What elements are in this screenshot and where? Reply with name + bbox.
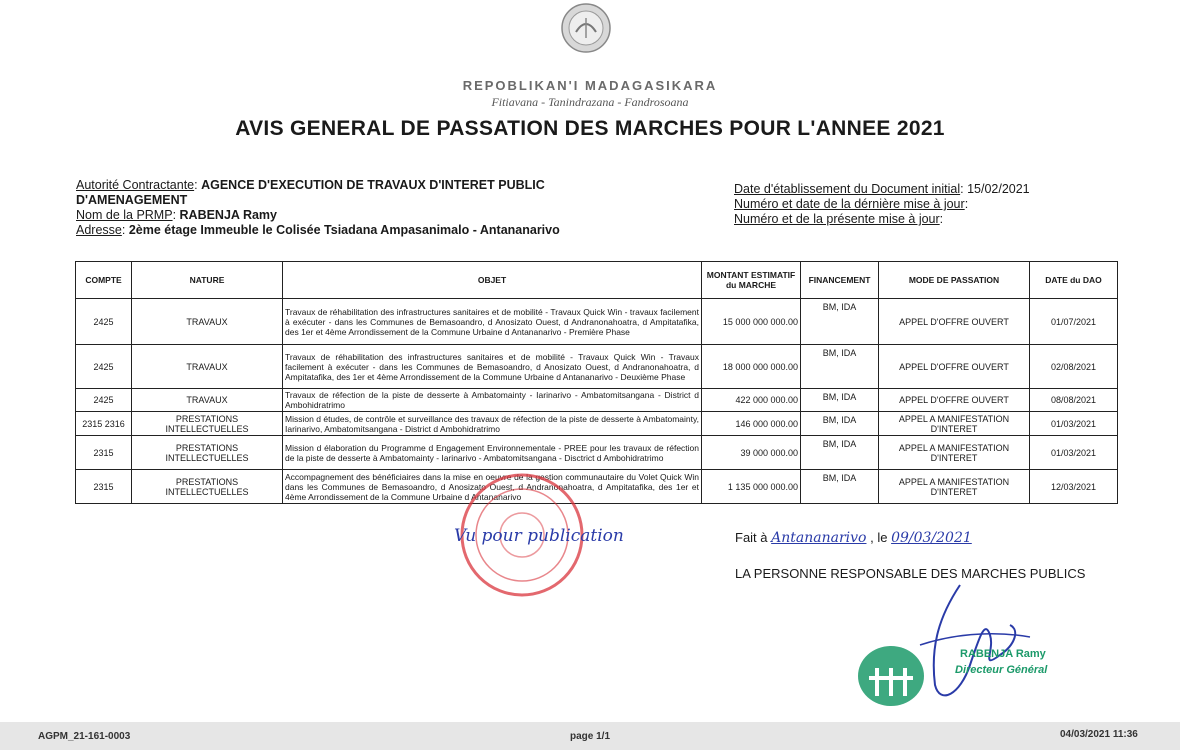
signer-role: Directeur Général xyxy=(955,664,1048,676)
cell-montant: 1 135 000 000.00 xyxy=(702,470,801,504)
table-row xyxy=(76,345,1118,389)
procurement-table xyxy=(75,261,1117,504)
fait-line xyxy=(735,530,972,546)
initial-date-label: Date d'établissement du Document initial xyxy=(734,182,961,196)
agetipa-logo xyxy=(855,640,935,710)
cell-nature: PRESTATIONS INTELLECTUELLES xyxy=(132,412,283,436)
cell-mode: APPEL D'OFFRE OUVERT xyxy=(879,389,1030,412)
cell-compte: 2315 2316 xyxy=(76,412,132,436)
authority-label: Autorité Contractante xyxy=(76,178,195,192)
header-mode: MODE DE PASSATION xyxy=(879,262,1030,299)
table-row xyxy=(76,436,1118,470)
document-info: Date d'établissement du Document initial: 15/02/2021 Numéro et date de la dérnière mise à jour: Numéro et de la présente mise à jour: xyxy=(734,182,1030,226)
cell-mode: APPEL A MANIFESTATION D'INTERET xyxy=(879,412,1030,436)
page-title: AVIS GENERAL DE PASSATION DES MARCHES POUR L'ANNEE 2021 xyxy=(235,117,945,140)
cell-montant: 39 000 000.00 xyxy=(702,436,801,470)
republic-emblem xyxy=(560,2,612,54)
cell-compte: 2315 xyxy=(76,436,132,470)
republic-name: REPOBLIKAN'I MADAGASIKARA xyxy=(462,78,718,93)
current-update-label: Numéro et de la présente mise à jour xyxy=(734,212,940,226)
cell-financement: BM, IDA xyxy=(801,470,879,504)
table-row xyxy=(76,299,1118,345)
cell-date: 08/08/2021 xyxy=(1030,389,1118,412)
initial-date-value: 15/02/2021 xyxy=(967,182,1030,196)
republic-motto: Fitiavana - Tanindrazana - Fandrosoana xyxy=(491,95,689,109)
header-objet: OBJET xyxy=(283,262,702,299)
footer-printed-at: 04/03/2021 11:36 xyxy=(1060,729,1138,740)
cell-montant: 146 000 000.00 xyxy=(702,412,801,436)
prmp-value: RABENJA Ramy xyxy=(179,208,277,222)
header-nature: NATURE xyxy=(132,262,283,299)
cell-date: 01/03/2021 xyxy=(1030,436,1118,470)
cell-date: 01/07/2021 xyxy=(1030,299,1118,345)
cell-compte: 2425 xyxy=(76,389,132,412)
cell-compte: 2425 xyxy=(76,345,132,389)
cell-montant: 15 000 000 000.00 xyxy=(702,299,801,345)
cell-date: 01/03/2021 xyxy=(1030,412,1118,436)
table-row xyxy=(76,412,1118,436)
authority-value-line2: D'AMENAGEMENT xyxy=(76,193,188,207)
cell-financement: BM, IDA xyxy=(801,299,879,345)
address-value: 2ème étage Immeuble le Colisée Tsiadana Ampasanimalo - Antananarivo xyxy=(128,223,560,237)
cell-objet: Travaux de réhabilitation des infrastructures sanitaires et de mobilité - Travaux Quick Win - travaux facilement à exécuter - dans les Communes de Bemasoandro, d Anosizato Ouest, d Andranonahoatra, d Ampitatafika, des 1er et 4ème Arrondissement de la Commune Urbaine d Antananarivo - Première Phase xyxy=(283,299,702,345)
prmp-label: Nom de la PRMP xyxy=(76,208,173,222)
cell-mode: APPEL A MANIFESTATION D'INTERET xyxy=(879,470,1030,504)
fait-place: Antananarivo xyxy=(771,530,867,546)
cell-date: 02/08/2021 xyxy=(1030,345,1118,389)
cell-objet: Travaux de réfection de la piste de desserte à Ambatomainty - Iarinarivo - Ambatomitsangana - District d Ambohidratrimo xyxy=(283,389,702,412)
cell-mode: APPEL A MANIFESTATION D'INTERET xyxy=(879,436,1030,470)
cell-montant: 18 000 000 000.00 xyxy=(702,345,801,389)
header-montant: MONTANT ESTIMATIF du MARCHE xyxy=(702,262,801,299)
prmp-title: LA PERSONNE RESPONSABLE DES MARCHES PUBLICS xyxy=(735,566,1086,581)
cell-financement: BM, IDA xyxy=(801,389,879,412)
header-financement: FINANCEMENT xyxy=(801,262,879,299)
fait-label: Fait à xyxy=(735,530,768,545)
cell-objet: Mission d études, de contrôle et surveillance des travaux de réfection de la piste de desserte à Ambatomainty, Iarinarivo, Ambatomitsangana - District d Ambohidratrimo xyxy=(283,412,702,436)
fait-le-label: , le xyxy=(870,530,888,545)
last-update-label: Numéro et date de la dérnière mise à jour xyxy=(734,197,965,211)
authority-info: Autorité Contractante: AGENCE D'EXECUTION DE TRAVAUX D'INTERET PUBLIC D'AMENAGEMENT Nom de la PRMP: RABENJA Ramy Adresse: 2ème étage Immeuble le Colisée Tsiadana Ampasanimalo - Antananarivo xyxy=(76,178,560,237)
cell-nature: PRESTATIONS INTELLECTUELLES xyxy=(132,470,283,504)
cell-financement: BM, IDA xyxy=(801,436,879,470)
cell-financement: BM, IDA xyxy=(801,412,879,436)
cell-objet: Mission d élaboration du Programme d Engagement Environnementale - PREE pour les travaux de réfection de la piste de desserte à Ambatomainty - Iarinarivo - Ambatomitsangana - Disctrict d Ambohidratrimo xyxy=(283,436,702,470)
cell-compte: 2425 xyxy=(76,299,132,345)
cell-mode: APPEL D'OFFRE OUVERT xyxy=(879,345,1030,389)
cell-financement: BM, IDA xyxy=(801,345,879,389)
cell-objet: Travaux de réhabilitation des infrastructures sanitaires et de mobilité - Travaux Quick Win - Travaux facilement à exécuter - dans les Communes de Bemasoandro, d Anosizato Ouest, d Andranonahoatra, d Ampitatafika, des 1er et 4ème Arrondissement de la Commune Urbaine d Antananarivo - Deuxième Phase xyxy=(283,345,702,389)
footer-page-number: page 1/1 xyxy=(569,731,611,742)
cell-montant: 422 000 000.00 xyxy=(702,389,801,412)
fait-date: 09/03/2021 xyxy=(891,530,972,546)
address-label: Adresse xyxy=(76,223,122,237)
cell-nature: TRAVAUX xyxy=(132,345,283,389)
cell-nature: TRAVAUX xyxy=(132,299,283,345)
handwritten-vu-publication: Vu pour publication xyxy=(454,526,624,546)
authority-value-line1: AGENCE D'EXECUTION DE TRAVAUX D'INTERET PUBLIC xyxy=(201,178,545,192)
cell-nature: PRESTATIONS INTELLECTUELLES xyxy=(132,436,283,470)
cell-nature: TRAVAUX xyxy=(132,389,283,412)
header-compte: COMPTE xyxy=(76,262,132,299)
table-row xyxy=(76,389,1118,412)
cell-compte: 2315 xyxy=(76,470,132,504)
table-header-row xyxy=(76,262,1118,299)
table-row xyxy=(76,470,1118,504)
cell-mode: APPEL D'OFFRE OUVERT xyxy=(879,299,1030,345)
header-date: DATE du DAO xyxy=(1030,262,1118,299)
cell-date: 12/03/2021 xyxy=(1030,470,1118,504)
footer-reference: AGPM_21-161-0003 xyxy=(38,731,131,742)
signer-name: RABENJA Ramy xyxy=(960,648,1046,660)
cell-objet: Accompagnement des bénéficiaires dans la mise en oeuvre de la gestion communautaire du Volet Quick Win dans les Communes de Bemasoandro, d Anosizato Ouest, d Andranonahoatra, d Ampitatafika, des 1er et 4ème Arrondissement de la Commune Urbaine d Antananarivo xyxy=(283,470,702,504)
